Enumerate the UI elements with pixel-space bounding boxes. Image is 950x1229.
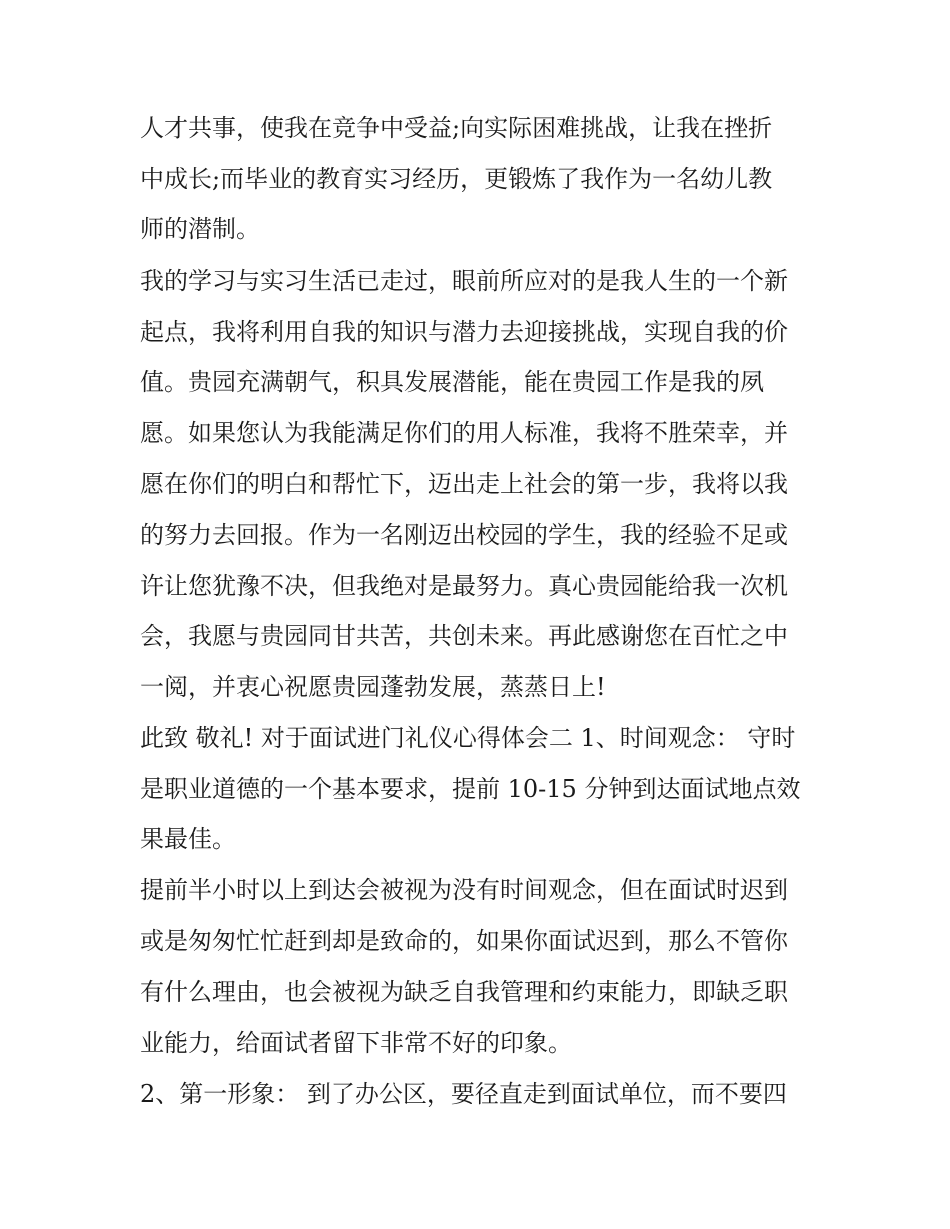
text-line: 愿在你们的明白和帮忙下，迈出走上社会的第一步，我将以我 (140, 470, 788, 498)
text-line: 起点，我将利用自我的知识与潜力去迎接挑战，实现自我的价 (140, 318, 788, 346)
text-line: 有什么理由，也会被视为缺乏自我管理和约束能力，即缺乏职 (140, 978, 788, 1006)
text-line: 中成长;而毕业的教育实习经历，更锻炼了我作为一名幼儿教 (140, 165, 773, 193)
text-line: 或是匆匆忙忙赶到却是致命的，如果你面试迟到，那么不管你 (140, 927, 788, 955)
text-line: 业能力，给面试者留下非常不好的印象。 (140, 1029, 572, 1057)
text-line: 愿。如果您认为我能满足你们的用人标准，我将不胜荣幸，并 (140, 419, 788, 447)
text-line: 我的学习与实习生活已走过，眼前所应对的是我人生的一个新 (140, 267, 788, 295)
text-line: 此致 敬礼! 对于面试进门礼仪心得体会二 1、时间观念： 守时 (140, 724, 796, 752)
text-line: 2、第一形象： 到了办公区，要径直走到面试单位，而不要四 (140, 1080, 787, 1108)
text-line: 值。贵园充满朝气，积具发展潜能，能在贵园工作是我的夙 (140, 368, 764, 396)
text-line: 果最佳。 (140, 825, 236, 853)
text-line: 师的潜制。 (140, 215, 260, 243)
text-line: 是职业道德的一个基本要求，提前 10-15 分钟到达面试地点效 (140, 775, 801, 803)
text-line: 的努力去回报。作为一名刚迈出校园的学生，我的经验不足或 (140, 521, 788, 549)
text-line: 提前半小时以上到达会被视为没有时间观念，但在面试时迟到 (140, 876, 788, 904)
text-line: 会，我愿与贵园同甘共苦，共创未来。再此感谢您在百忙之中 (140, 622, 788, 650)
text-line: 一阅，并衷心祝愿贵园蓬勃发展，蒸蒸日上! (140, 673, 606, 701)
text-line: 人才共事，使我在竞争中受益;向实际困难挑战，让我在挫折 (140, 114, 773, 142)
text-line: 许让您犹豫不决，但我绝对是最努力。真心贵园能给我一次机 (140, 572, 788, 600)
